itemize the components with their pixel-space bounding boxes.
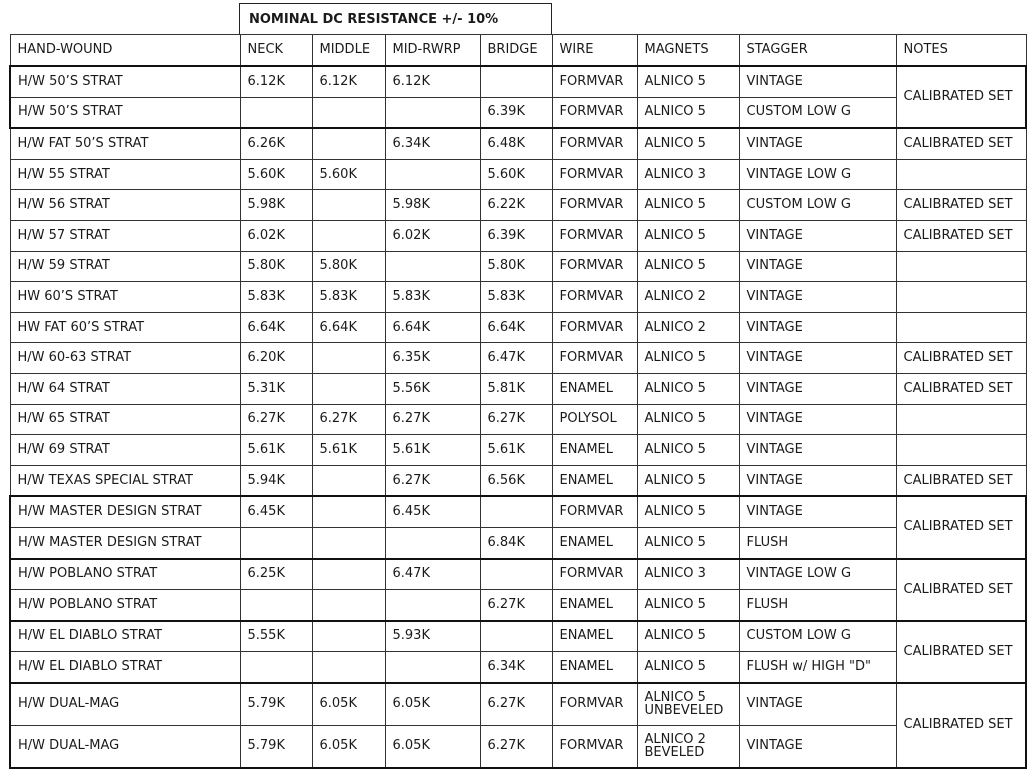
mid-rwrp-value: 6.05K <box>385 725 480 768</box>
notes-value: CALIBRATED SET <box>896 496 1026 558</box>
middle-value <box>312 97 385 128</box>
bridge-value: 6.27K <box>480 683 552 726</box>
notes-value <box>896 159 1026 190</box>
stagger-value: CUSTOM LOW G <box>739 97 896 128</box>
bridge-value: 6.22K <box>480 190 552 221</box>
middle-value <box>312 343 385 374</box>
magnet-type: ALNICO 5 <box>644 690 706 706</box>
set-50s-strat <box>10 66 1026 128</box>
magnets-value: ALNICO 5 <box>637 435 739 466</box>
neck-value: 5.79K <box>240 683 312 726</box>
magnets-value: ALNICO 5 <box>637 251 739 282</box>
notes-value <box>896 282 1026 313</box>
middle-value: 6.05K <box>312 683 385 726</box>
mid-rwrp-value: 6.12K <box>385 66 480 97</box>
notes-value: CALIBRATED SET <box>896 621 1026 683</box>
magnets-value: ALNICO 5 <box>637 465 739 496</box>
magnets-value: ALNICO 3 <box>637 559 739 590</box>
neck-value: 6.45K <box>240 496 312 527</box>
middle-value <box>312 559 385 590</box>
notes-value: CALIBRATED SET <box>896 465 1026 496</box>
bridge-value: 6.48K <box>480 128 552 159</box>
table-row <box>10 251 1026 282</box>
table-header <box>10 35 1026 67</box>
table-row <box>10 621 1026 652</box>
notes-value: CALIBRATED SET <box>896 559 1026 621</box>
middle-value <box>312 128 385 159</box>
mid-rwrp-value <box>385 97 480 128</box>
wire-value: FORMVAR <box>552 66 637 97</box>
magnets-value: ALNICO 5 <box>637 527 739 558</box>
neck-value: 6.20K <box>240 343 312 374</box>
middle-value <box>312 527 385 558</box>
bridge-value: 5.60K <box>480 159 552 190</box>
bridge-value <box>480 621 552 652</box>
magnets-value <box>637 725 739 768</box>
middle-value <box>312 590 385 621</box>
middle-value <box>312 465 385 496</box>
model-name: H/W DUAL-MAG <box>10 683 240 726</box>
bridge-value: 6.39K <box>480 220 552 251</box>
middle-value <box>312 652 385 683</box>
wire-value: FORMVAR <box>552 725 637 768</box>
model-name: H/W 50’S STRAT <box>10 97 240 128</box>
mid-rwrp-value: 6.27K <box>385 465 480 496</box>
table-row <box>10 683 1026 726</box>
magnets-value <box>637 683 739 726</box>
bridge-value: 6.84K <box>480 527 552 558</box>
notes-value: CALIBRATED SET <box>896 683 1026 768</box>
wire-value: FORMVAR <box>552 683 637 726</box>
magnets-value: ALNICO 5 <box>637 343 739 374</box>
middle-value <box>312 621 385 652</box>
wire-value: ENAMEL <box>552 435 637 466</box>
magnets-value: ALNICO 5 <box>637 373 739 404</box>
table-row <box>10 97 1026 128</box>
col-wire: WIRE <box>552 35 637 67</box>
notes-value: CALIBRATED SET <box>896 220 1026 251</box>
middle-value: 6.05K <box>312 725 385 768</box>
notes-value: CALIBRATED SET <box>896 343 1026 374</box>
neck-value: 5.60K <box>240 159 312 190</box>
mid-rwrp-value: 6.34K <box>385 128 480 159</box>
bridge-value: 5.80K <box>480 251 552 282</box>
magnets-value: ALNICO 5 <box>637 128 739 159</box>
stagger-value: FLUSH <box>739 527 896 558</box>
mid-rwrp-value: 6.27K <box>385 404 480 435</box>
mid-rwrp-value: 5.98K <box>385 190 480 221</box>
mid-rwrp-value <box>385 527 480 558</box>
table-row <box>10 465 1026 496</box>
neck-value <box>240 97 312 128</box>
set-poblano <box>10 559 1026 621</box>
mid-rwrp-value: 5.93K <box>385 621 480 652</box>
wire-value: FORMVAR <box>552 282 637 313</box>
model-name: H/W 56 STRAT <box>10 190 240 221</box>
magnet-type: ALNICO 2 <box>644 732 706 748</box>
stagger-value: VINTAGE <box>739 282 896 313</box>
stagger-value: VINTAGE <box>739 66 896 97</box>
table-row <box>10 652 1026 683</box>
wire-value: FORMVAR <box>552 128 637 159</box>
model-name: H/W POBLANO STRAT <box>10 559 240 590</box>
resistance-group-header: NOMINAL DC RESISTANCE +/- 10% <box>239 3 552 34</box>
middle-value: 6.64K <box>312 312 385 343</box>
bridge-value: 6.39K <box>480 97 552 128</box>
neck-value: 5.94K <box>240 465 312 496</box>
mid-rwrp-value: 6.47K <box>385 559 480 590</box>
magnets-value: ALNICO 5 <box>637 590 739 621</box>
neck-value <box>240 527 312 558</box>
wire-value: FORMVAR <box>552 312 637 343</box>
table-row <box>10 128 1026 159</box>
mid-rwrp-value <box>385 652 480 683</box>
stagger-value: VINTAGE <box>739 725 896 768</box>
col-bridge: BRIDGE <box>480 35 552 67</box>
table-row <box>10 66 1026 97</box>
notes-value <box>896 404 1026 435</box>
stagger-value: VINTAGE <box>739 220 896 251</box>
set-el-diablo <box>10 621 1026 683</box>
model-name: H/W 55 STRAT <box>10 159 240 190</box>
table-row <box>10 527 1026 558</box>
wire-value: FORMVAR <box>552 496 637 527</box>
stagger-value: VINTAGE <box>739 404 896 435</box>
wire-value: ENAMEL <box>552 652 637 683</box>
notes-value <box>896 312 1026 343</box>
stagger-value: FLUSH <box>739 590 896 621</box>
col-stagger: STAGGER <box>739 35 896 67</box>
wire-value: FORMVAR <box>552 251 637 282</box>
neck-value: 5.31K <box>240 373 312 404</box>
model-name: H/W 65 STRAT <box>10 404 240 435</box>
neck-value: 6.26K <box>240 128 312 159</box>
stagger-value: CUSTOM LOW G <box>739 190 896 221</box>
mid-rwrp-value <box>385 251 480 282</box>
neck-value: 6.25K <box>240 559 312 590</box>
col-notes: NOTES <box>896 35 1026 67</box>
notes-value: CALIBRATED SET <box>896 373 1026 404</box>
model-name: H/W 64 STRAT <box>10 373 240 404</box>
col-hand-wound: HAND-WOUND <box>10 35 240 67</box>
neck-value: 5.61K <box>240 435 312 466</box>
middle-value: 5.83K <box>312 282 385 313</box>
magnet-bevel: BEVELED <box>644 745 705 761</box>
mid-rwrp-value: 5.83K <box>385 282 480 313</box>
notes-value: CALIBRATED SET <box>896 190 1026 221</box>
model-name: HW 60’S STRAT <box>10 282 240 313</box>
wire-value: ENAMEL <box>552 527 637 558</box>
middle-value: 6.12K <box>312 66 385 97</box>
wire-value: FORMVAR <box>552 220 637 251</box>
neck-value <box>240 652 312 683</box>
model-name: H/W EL DIABLO STRAT <box>10 621 240 652</box>
notes-value <box>896 435 1026 466</box>
magnets-value: ALNICO 5 <box>637 652 739 683</box>
table-row <box>10 343 1026 374</box>
bridge-value: 6.27K <box>480 725 552 768</box>
model-name: H/W TEXAS SPECIAL STRAT <box>10 465 240 496</box>
table-row <box>10 190 1026 221</box>
table-row <box>10 725 1026 768</box>
bridge-value: 5.81K <box>480 373 552 404</box>
mid-rwrp-value: 6.02K <box>385 220 480 251</box>
table-row <box>10 496 1026 527</box>
mid-rwrp-value: 5.56K <box>385 373 480 404</box>
neck-value: 6.27K <box>240 404 312 435</box>
model-name: H/W 60-63 STRAT <box>10 343 240 374</box>
magnets-value: ALNICO 3 <box>637 159 739 190</box>
table-row <box>10 559 1026 590</box>
model-name: H/W 69 STRAT <box>10 435 240 466</box>
col-magnets: MAGNETS <box>637 35 739 67</box>
table-row <box>10 435 1026 466</box>
magnets-value: ALNICO 5 <box>637 97 739 128</box>
table-row <box>10 159 1026 190</box>
col-middle: MIDDLE <box>312 35 385 67</box>
mid-rwrp-value: 6.45K <box>385 496 480 527</box>
middle-value: 5.61K <box>312 435 385 466</box>
middle-value: 5.80K <box>312 251 385 282</box>
model-name: HW FAT 60’S STRAT <box>10 312 240 343</box>
model-name: H/W DUAL-MAG <box>10 725 240 768</box>
wire-value: ENAMEL <box>552 590 637 621</box>
neck-value: 5.80K <box>240 251 312 282</box>
magnets-value: ALNICO 2 <box>637 312 739 343</box>
neck-value: 5.83K <box>240 282 312 313</box>
mid-rwrp-value <box>385 590 480 621</box>
bridge-value: 6.27K <box>480 404 552 435</box>
magnets-value: ALNICO 5 <box>637 496 739 527</box>
mid-rwrp-value: 6.64K <box>385 312 480 343</box>
stagger-value: VINTAGE <box>739 128 896 159</box>
middle-value <box>312 373 385 404</box>
middle-value: 6.27K <box>312 404 385 435</box>
stagger-value: VINTAGE <box>739 312 896 343</box>
wire-value: ENAMEL <box>552 621 637 652</box>
magnets-value: ALNICO 5 <box>637 66 739 97</box>
col-mid-rwrp: MID-RWRP <box>385 35 480 67</box>
neck-value: 6.12K <box>240 66 312 97</box>
stagger-value: VINTAGE <box>739 683 896 726</box>
middle-value <box>312 220 385 251</box>
bridge-value: 6.56K <box>480 465 552 496</box>
model-name: H/W 57 STRAT <box>10 220 240 251</box>
table-row <box>10 220 1026 251</box>
magnets-value: ALNICO 5 <box>637 220 739 251</box>
bridge-value: 5.83K <box>480 282 552 313</box>
mid-rwrp-value: 6.35K <box>385 343 480 374</box>
stagger-value: VINTAGE <box>739 343 896 374</box>
wire-value: ENAMEL <box>552 465 637 496</box>
magnets-value: ALNICO 2 <box>637 282 739 313</box>
bridge-value: 6.34K <box>480 652 552 683</box>
middle-value <box>312 190 385 221</box>
model-name: H/W MASTER DESIGN STRAT <box>10 496 240 527</box>
table-row <box>10 590 1026 621</box>
bridge-value <box>480 559 552 590</box>
model-name: H/W FAT 50’S STRAT <box>10 128 240 159</box>
bridge-value: 6.27K <box>480 590 552 621</box>
middle-value: 5.60K <box>312 159 385 190</box>
wire-value: POLYSOL <box>552 404 637 435</box>
magnets-value: ALNICO 5 <box>637 404 739 435</box>
magnets-value: ALNICO 5 <box>637 190 739 221</box>
stagger-value: VINTAGE <box>739 496 896 527</box>
middle-value <box>312 496 385 527</box>
single-rows <box>10 128 1026 496</box>
stagger-value: VINTAGE <box>739 435 896 466</box>
notes-value <box>896 251 1026 282</box>
neck-value: 6.02K <box>240 220 312 251</box>
table-row <box>10 312 1026 343</box>
model-name: H/W 59 STRAT <box>10 251 240 282</box>
mid-rwrp-value <box>385 159 480 190</box>
neck-value <box>240 590 312 621</box>
col-neck: NECK <box>240 35 312 67</box>
model-name: H/W EL DIABLO STRAT <box>10 652 240 683</box>
neck-value: 5.55K <box>240 621 312 652</box>
set-dual-mag <box>10 683 1026 768</box>
table-row <box>10 282 1026 313</box>
notes-value: CALIBRATED SET <box>896 128 1026 159</box>
stagger-value: VINTAGE LOW G <box>739 559 896 590</box>
bridge-value: 5.61K <box>480 435 552 466</box>
model-name: H/W MASTER DESIGN STRAT <box>10 527 240 558</box>
stagger-value: VINTAGE <box>739 465 896 496</box>
wire-value: FORMVAR <box>552 190 637 221</box>
neck-value: 6.64K <box>240 312 312 343</box>
stagger-value: VINTAGE <box>739 373 896 404</box>
stagger-value: FLUSH w/ HIGH "D" <box>739 652 896 683</box>
bridge-value <box>480 66 552 97</box>
bridge-value <box>480 496 552 527</box>
neck-value: 5.98K <box>240 190 312 221</box>
wire-value: FORMVAR <box>552 97 637 128</box>
table-row <box>10 404 1026 435</box>
model-name: H/W 50’S STRAT <box>10 66 240 97</box>
table-row <box>10 373 1026 404</box>
magnets-value: ALNICO 5 <box>637 621 739 652</box>
stagger-value: VINTAGE <box>739 251 896 282</box>
wire-value: FORMVAR <box>552 343 637 374</box>
bridge-value: 6.47K <box>480 343 552 374</box>
wire-value: FORMVAR <box>552 159 637 190</box>
mid-rwrp-value: 6.05K <box>385 683 480 726</box>
bridge-value: 6.64K <box>480 312 552 343</box>
neck-value: 5.79K <box>240 725 312 768</box>
model-name: H/W POBLANO STRAT <box>10 590 240 621</box>
stagger-value: VINTAGE LOW G <box>739 159 896 190</box>
wire-value: FORMVAR <box>552 559 637 590</box>
wire-value: ENAMEL <box>552 373 637 404</box>
set-master-design <box>10 496 1026 558</box>
notes-value: CALIBRATED SET <box>896 66 1026 128</box>
magnet-bevel: UNBEVELED <box>644 703 724 719</box>
pickup-table <box>9 34 1027 769</box>
stagger-value: CUSTOM LOW G <box>739 621 896 652</box>
mid-rwrp-value: 5.61K <box>385 435 480 466</box>
